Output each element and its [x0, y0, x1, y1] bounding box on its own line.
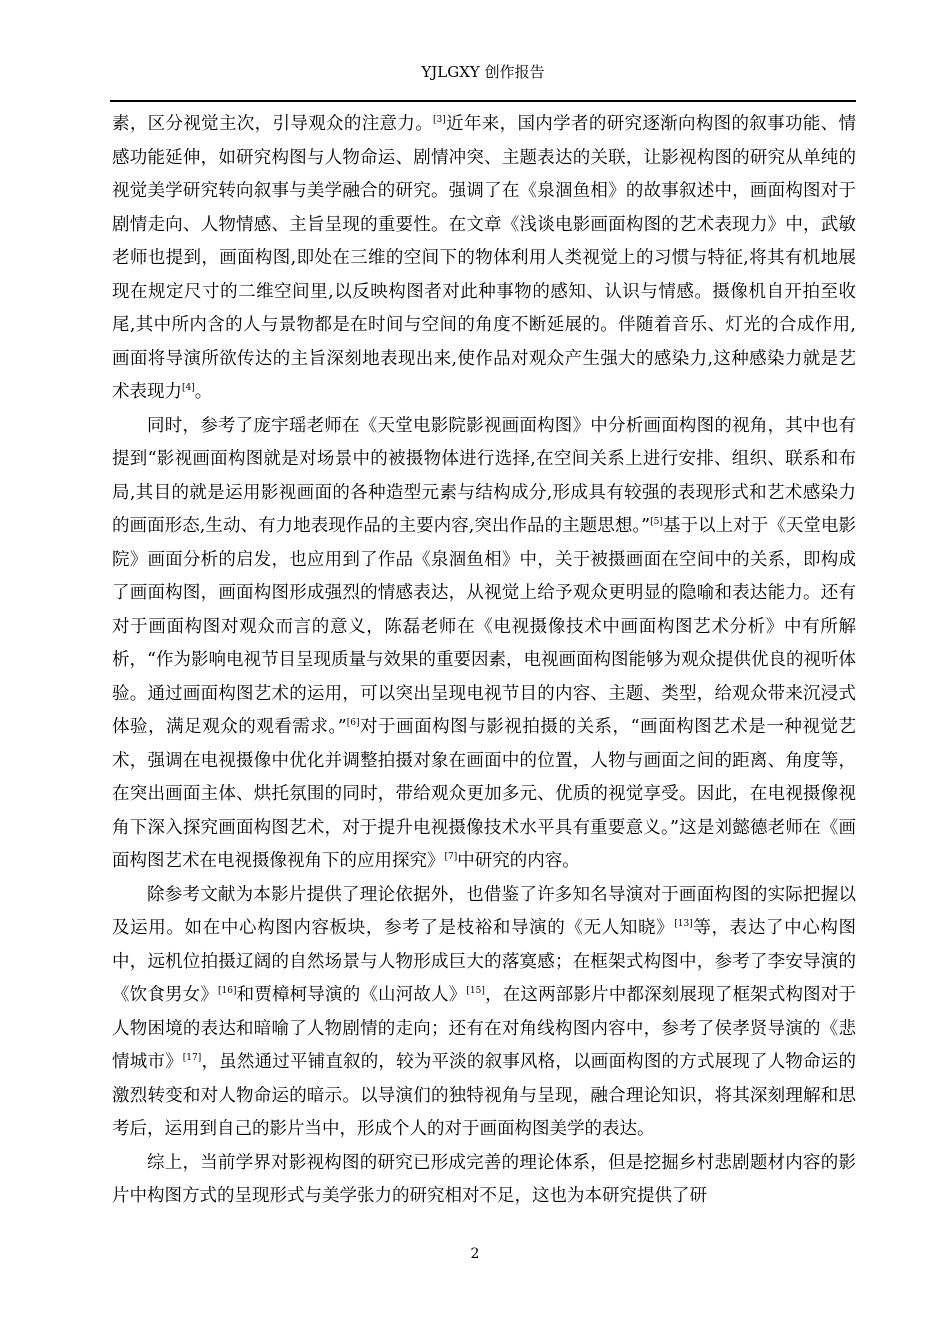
citation-marker: [16]: [218, 986, 237, 996]
page-number: 2: [470, 1246, 480, 1262]
citation-marker: [17]: [182, 1053, 202, 1063]
citation-marker: [6]: [346, 718, 360, 728]
paragraph-text: 素，区分视觉主次，引导观众的注意力。: [112, 114, 434, 134]
paragraph: [112, 108, 856, 410]
citation-marker: [7]: [444, 852, 458, 862]
paragraph-text: 基于以上对于《天堂电影院》画面分析的启发，也应用到了作品《泉涸鱼相》中，关于被摄画面在空间中的关系，即构成了画面构图，画面构图形成强烈的情感表达，从视觉上给予观众更明显的隐喻和表达能力。还有对于画面构图对观众而言的意义，陈磊老师在《电视摄像技术中画面构图艺术分析》中有所解析，“作为影响电视节目呈现质量与效果的重要因素，电视画面构图能够为观众提供优良的视听体验。通过画面构图艺术的运用，可以突出呈现电视节目的内容、主题、类型，给观众带来沉浸式体验，满足观众的观看需求。”: [112, 516, 856, 737]
running-header: YJLGXY 创作报告: [421, 63, 545, 81]
paragraph-text: 除参考文献为本影片提供了理论依据外，也借鉴了许多知名导演对于画面构图的实际把握以及运用。如在中心构图内容板块，参考了是枝裕和导演的《无人知晓》: [112, 884, 856, 938]
citation-marker: [15]: [466, 986, 485, 996]
paragraph-text: 综上，当前学界对影视构图的研究已形成完善的理论体系，但是挖掘乡村悲剧题材内容的影片中构图方式的呈现形式与美学张力的研究相对不足，这也为本研究提供了研: [112, 1152, 856, 1206]
paragraph: [112, 879, 856, 1147]
citation-marker: [13]: [674, 919, 693, 929]
citation-marker: [3]: [433, 115, 446, 125]
paragraph-text: 等，表达了中心构图中，远机位拍摄辽阔的自然场景与人物形成巨大的落寞感；在框架式构图中，参考了李安导演的《饮食男女》: [112, 918, 857, 1005]
paragraph-text: 对于画面构图与影视拍摄的关系，“画面构图艺术是一种视觉艺术，强调在电视摄像中优化并调整拍摄对象在画面中的位置，人物与画面之间的距离、角度等，在突出画面主体、烘托氛围的同时，带给观众更加多元、优质的视觉享受。因此，在电视摄像视角下深入探究画面构图艺术，对于提升电视摄像技术水平具有重要意义。”这是刘懿德老师在《画面构图艺术在电视摄像视角下的应用探究》: [112, 717, 856, 871]
paragraph-text: 和贾樟柯导演的《山河故人》: [236, 985, 467, 1005]
paragraph: [112, 410, 856, 879]
citation-marker: [4]: [182, 383, 195, 393]
paragraph-text: 同时，参考了庞宇瑶老师在《天堂电影院影视画面构图》中分析画面构图的视角，其中也有提到“影视画面构图就是对场景中的被摄物体进行选择,在空间关系上进行安排、组织、联系和布局,其目的就是运用影视画面的各种造型元素与结构成分,形成具有较强的表现形式和艺术感染力的画面形态,生动、有力地表现作品的主要内容,突出作品的主题思想。”: [112, 415, 856, 536]
paragraph-text: ，在这两部影片中都深刻展现了框架式构图对于人物困境的表达和暗喻了人物剧情的走向；还有在对角线构图内容中，参考了侯孝贤导演的《悲情城市》: [112, 985, 857, 1072]
paragraph-text: 中研究的内容。: [457, 851, 580, 871]
citation-marker: [5]: [650, 517, 663, 527]
paragraph-text: ，虽然通过平铺直叙的，较为平淡的叙事风格，以画面构图的方式展现了人物命运的激烈转变和对人物命运的暗示。以导演们的独特视角与呈现，融合理论知识，将其深刻理解和思考后，运用到自己的影片当中，形成个人的对于画面构图美学的表达。: [112, 1052, 857, 1139]
paragraph-text: 。: [194, 382, 213, 402]
paragraph-text: 近年来，国内学者的研究逐渐向构图的叙事功能、情感功能延伸，如研究构图与人物命运、剧情冲突、主题表达的关联，让影视构图的研究从单纯的视觉美学研究转向叙事与美学融合的研究。强调了在《泉涸鱼相》的故事叙述中，画面构图对于剧情走向、人物情感、主旨呈现的重要性。在文章《浅谈电影画面构图的艺术表现力》中，武敏老师也提到，画面构图,即处在三维的空间下的物体利用人类视觉上的习惯与特征,将其有机地展现在规定尺寸的二维空间里,以反映构图者对此种事物的感知、认识与情感。摄像机自开拍至收尾,其中所内含的人与景物都是在时间与空间的角度不断延展的。伴随着音乐、灯光的合成作用,画面将导演所欲传达的主旨深刻地表现出来,使作品对观众产生强大的感染力,这种感染力就是艺术表现力: [112, 114, 857, 402]
body-text: [112, 108, 856, 1214]
paragraph: [112, 1147, 856, 1214]
header-rule: [110, 100, 856, 102]
